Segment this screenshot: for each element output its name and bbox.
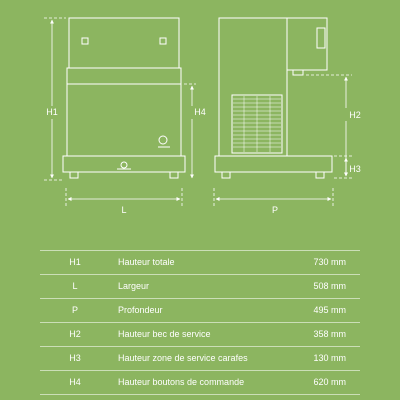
spec-code: H2 — [69, 329, 81, 339]
spec-code: H3 — [69, 353, 81, 363]
label-p: P — [271, 205, 279, 215]
spec-value: 508 mm — [313, 281, 346, 291]
side-spout-icon — [293, 70, 303, 75]
spec-value: 130 mm — [313, 353, 346, 363]
spec-value: 358 mm — [313, 329, 346, 339]
spec-code: H1 — [69, 257, 81, 267]
side-body — [219, 18, 287, 156]
front-view — [63, 18, 185, 178]
spec-row — [40, 371, 360, 395]
label-h2: H2 — [349, 110, 361, 120]
front-foot-left — [70, 172, 78, 178]
label-h1: H1 — [46, 107, 58, 117]
spec-table — [40, 250, 360, 395]
side-tower — [287, 18, 327, 70]
spec-label: Hauteur zone de service carafes — [118, 353, 248, 363]
front-spout-icon — [121, 162, 127, 168]
spec-label: Hauteur boutons de commande — [118, 377, 245, 387]
spec-label: Hauteur totale — [118, 257, 175, 267]
front-button-left — [82, 38, 88, 44]
side-base — [215, 156, 332, 172]
label-h3: H3 — [349, 164, 361, 174]
front-foot-right — [170, 172, 178, 178]
spec-row — [40, 323, 360, 347]
spec-value: 495 mm — [313, 305, 346, 315]
side-foot-right — [316, 172, 324, 178]
side-view — [215, 18, 332, 178]
side-tower-panel — [317, 28, 325, 48]
front-top-box — [69, 18, 179, 68]
spec-row — [40, 347, 360, 371]
spec-label: Profondeur — [118, 305, 163, 315]
front-logo-icon — [159, 136, 167, 144]
spec-label: Largeur — [118, 281, 150, 291]
spec-code: H4 — [69, 377, 81, 387]
spec-row — [40, 250, 360, 275]
spec-row — [40, 275, 360, 299]
label-l: L — [121, 205, 127, 215]
side-foot-left — [222, 172, 230, 178]
spec-code: P — [71, 305, 78, 315]
spec-code: L — [72, 281, 78, 291]
vent-slats — [233, 96, 281, 152]
spec-row — [40, 299, 360, 323]
label-h4: H4 — [194, 107, 206, 117]
spec-value: 730 mm — [313, 257, 346, 267]
spec-value: 620 mm — [313, 377, 346, 387]
front-base — [63, 156, 185, 172]
spec-label: Hauteur bec de service — [118, 329, 211, 339]
front-body — [67, 68, 181, 156]
front-button-right — [160, 38, 166, 44]
